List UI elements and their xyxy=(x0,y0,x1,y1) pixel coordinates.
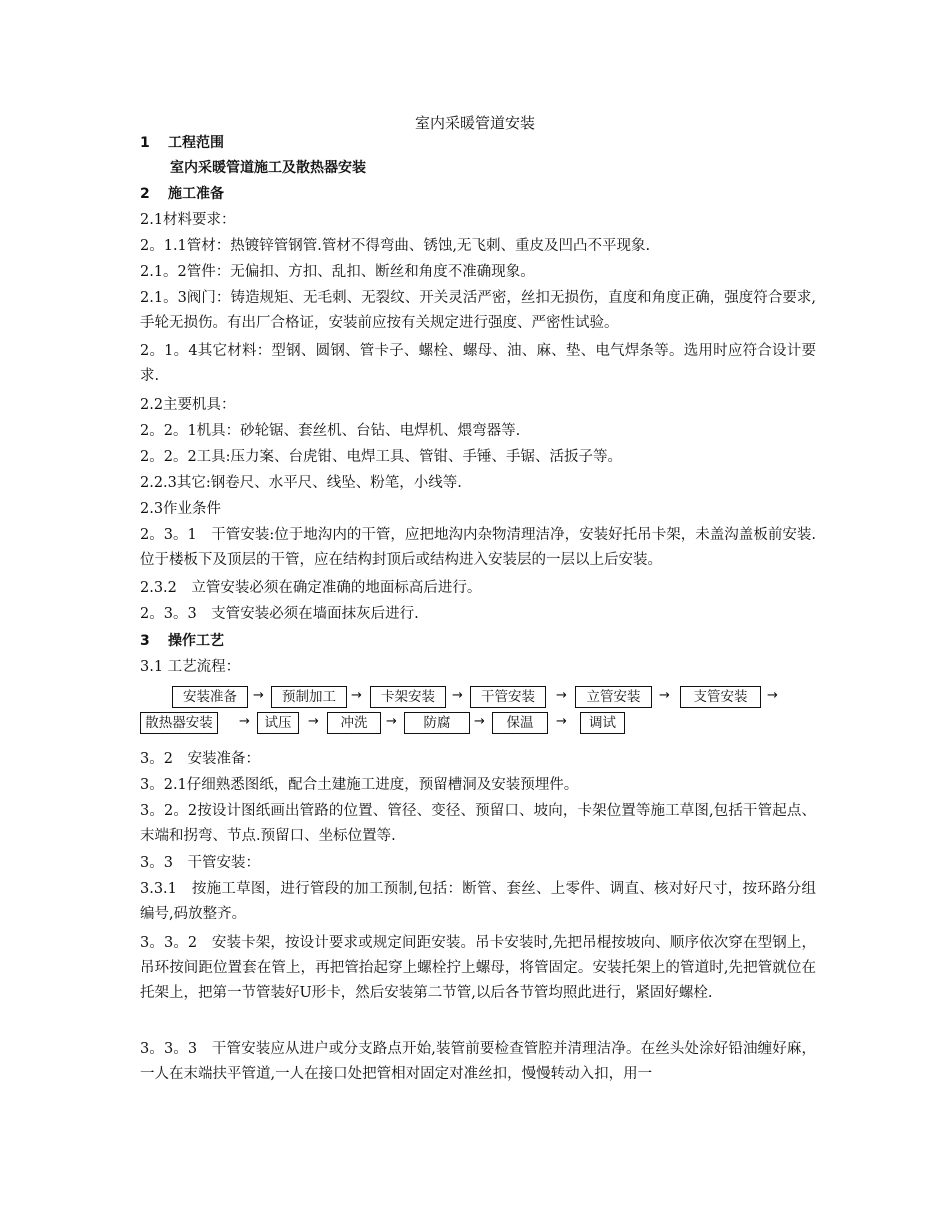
paragraph-3-3-2: 3。3。2 安装卡架，按设计要求或规定间距安装。吊卡安装时,先把吊棍按坡向、顺序依次穿在型钢上，吊环按间距位置套在管上，再把管抬起穿上螺栓拧上螺母，将管固定。安装托架上的管道时,先把管就位在托架上，把第一节管装好U形卡，然后安装第二节管,以后各节管均照此进行，紧固好螺栓. xyxy=(140,935,816,1001)
flow-step: 保温 xyxy=(492,712,548,734)
paragraph-2-1-2: 2.1。2管件：无偏扣、方扣、乱扣、断丝和角度不准确现象。 xyxy=(140,264,535,280)
flow-step: 卡架安装 xyxy=(370,686,446,708)
flow-step: 立管安装 xyxy=(575,686,652,708)
paragraph-2-2-2: 2。2。2工具:压力案、台虎钳、电焊工具、管钳、手锤、手锯、活扳子等。 xyxy=(140,449,623,465)
section-label: 施工准备 xyxy=(168,186,224,202)
section-3-heading xyxy=(140,631,816,651)
flow-step: 散热器安装 xyxy=(140,712,218,734)
paragraph-2-3-2: 2.3.2 立管安装必须在确定准确的地面标高后进行。 xyxy=(140,580,482,596)
paragraph-2-1-1: 2。1.1管材：热镀锌管钢管.管材不得弯曲、锈蚀,无飞刺、重皮及凹凸不平现象. xyxy=(140,238,651,254)
flow-arrow-icon: → xyxy=(556,688,567,703)
paragraph-2-3: 2.3作业条件 xyxy=(140,501,222,517)
flow-step: 安装准备 xyxy=(172,686,248,708)
paragraph-3-2: 3。2 安装准备： xyxy=(140,751,260,767)
section-number: 3 xyxy=(140,633,150,649)
flow-arrow-icon: → xyxy=(474,714,485,729)
flow-step: 支管安装 xyxy=(680,686,761,708)
paragraph-3-2-1: 3。2.1仔细熟悉图纸，配合土建施工进度，预留槽洞及安装预埋件。 xyxy=(140,777,579,793)
paragraph-3-3-3: 3。3。3 干管安装应从进户或分支路点开始,装管前要检查管腔并清理洁净。在丝头处涂好铅油缠好麻，一人在末端扶平管道,一人在接口处把管相对固定对准丝扣，慢慢转动入扣，用一 xyxy=(140,1041,816,1082)
section-1-body: 室内采暖管道施工及散热器安装 xyxy=(170,160,366,176)
flow-arrow-icon: → xyxy=(386,714,397,729)
paragraph-3-1: 3.1 工艺流程： xyxy=(140,659,241,675)
flow-arrow-icon: → xyxy=(556,714,567,729)
flow-arrow-icon: → xyxy=(239,714,250,729)
document-title: 室内采暖管道安装 xyxy=(414,114,535,132)
paragraph-2-2: 2.2主要机具： xyxy=(140,397,236,413)
paragraph-3-2-2: 3。2。2按设计图纸画出管路的位置、管径、变径、预留口、坡向，卡架位置等施工草图,包括干管起点、末端和拐弯、节点.预留口、坐标位置等. xyxy=(140,803,816,844)
section-label: 工程范围 xyxy=(168,135,224,151)
flow-step: 防腐 xyxy=(404,712,470,734)
paragraph-2-1-3: 2.1。3阀门：铸造规矩、无毛刺、无裂纹、开关灵活严密，丝扣无损伤，直度和角度正确，强度符合要求,手轮无损伤。有出厂合格证，安装前应按有关规定进行强度、严密性试验。 xyxy=(140,290,816,331)
flow-step: 干管安装 xyxy=(470,686,546,708)
flow-step: 试压 xyxy=(257,712,299,734)
paragraph-2-1: 2.1材料要求： xyxy=(140,212,236,228)
paragraph-2-3-1: 2。3。1 干管安装:位于地沟内的干管，应把地沟内杂物清理洁净，安装好托吊卡架，未盖沟盖板前安装.位于楼板下及顶层的干管，应在结构封顶后或结构进入安装层的一层以上后安装。 xyxy=(140,527,816,568)
flow-step: 预制加工 xyxy=(271,686,347,708)
flow-arrow-icon: → xyxy=(308,714,319,729)
paragraph-2-1-4: 2。1。4其它材料：型钢、圆钢、管卡子、螺栓、螺母、油、麻、垫、电气焊条等。选用时应符合设计要求. xyxy=(140,343,816,384)
flow-arrow-icon: → xyxy=(351,688,362,703)
flow-arrow-icon: → xyxy=(452,688,463,703)
section-1-heading xyxy=(140,133,816,153)
flow-step: 调试 xyxy=(580,712,625,734)
section-number: 1 xyxy=(140,135,150,151)
paragraph-2-2-1: 2。2。1机具：砂轮锯、套丝机、台钻、电焊机、煨弯器等. xyxy=(140,423,521,439)
flow-step: 冲洗 xyxy=(327,712,381,734)
flow-arrow-icon: → xyxy=(253,688,264,703)
section-number: 2 xyxy=(140,186,150,202)
paragraph-3-3: 3。3 干管安装： xyxy=(140,855,260,871)
paragraph-3-3-1: 3.3.1 按施工草图，进行管段的加工预制,包括：断管、套丝、上零件、调直、核对好尺寸，按环路分组编号,码放整齐。 xyxy=(140,881,816,922)
section-2-heading xyxy=(140,184,816,204)
section-label: 操作工艺 xyxy=(168,633,224,649)
paragraph-2-3-3: 2。3。3 支管安装必须在墙面抹灰后进行. xyxy=(140,606,419,622)
paragraph-2-2-3: 2.2.3其它:钢卷尺、水平尺、线坠、粉笔，小线等. xyxy=(140,475,462,491)
flow-arrow-icon: → xyxy=(659,688,670,703)
flow-arrow-icon: → xyxy=(767,688,778,703)
